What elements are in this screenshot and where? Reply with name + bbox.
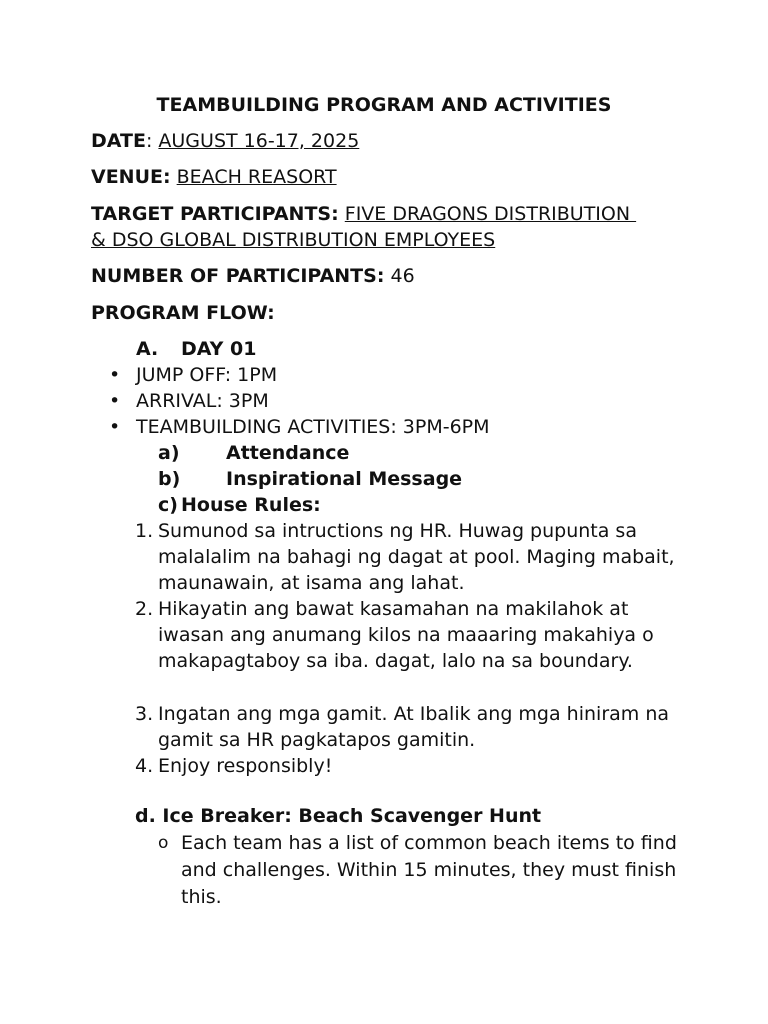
sub-item-house-rules <box>158 492 321 518</box>
date-label: DATE <box>91 130 146 152</box>
bullet-item <box>109 388 669 414</box>
ice-breaker-text: Each team has a list of common beach items to find and challenges. Within 15 minutes, they must finish this. <box>181 832 677 908</box>
bullet-text: TEAMBUILDING ACTIVITIES: 3PM-6PM <box>136 416 490 438</box>
target-participants-value-line1: FIVE DRAGONS DISTRIBUTION <box>344 203 637 225</box>
venue-value: BEACH REASORT <box>176 166 337 188</box>
target-participants-label: TARGET PARTICIPANTS: <box>91 203 339 225</box>
house-rule-number: 2. <box>135 598 154 620</box>
sub-item-text: Inspirational Message <box>226 468 463 490</box>
date-value: AUGUST 16-17, 2025 <box>158 130 360 152</box>
house-rule-item <box>135 753 695 779</box>
bullet-item <box>109 414 669 440</box>
number-of-participants-field <box>91 263 691 289</box>
sub-item-text: House Rules: <box>181 494 321 516</box>
bullet-text: ARRIVAL: 3PM <box>136 390 269 412</box>
venue-label: VENUE: <box>91 166 171 188</box>
house-rule-text: Enjoy responsibly! <box>158 755 333 777</box>
ice-breaker-item <box>158 830 678 911</box>
house-rule-item <box>135 596 695 674</box>
program-flow-heading: PROGRAM FLOW: <box>91 302 275 324</box>
circle-bullet-icon: o <box>158 833 169 853</box>
sub-item-mark: c) <box>158 494 178 516</box>
venue-field <box>91 164 691 190</box>
house-rule-number: 3. <box>135 703 154 725</box>
house-rule-text: Sumunod sa intructions ng HR. Huwag pupunta sa malalalim na bahagi ng dagat at pool. Maging mabait, maunawain, at isama ang lahat. <box>158 520 675 594</box>
bullet-text: JUMP OFF: 1PM <box>136 364 278 386</box>
bullet-item <box>109 362 669 388</box>
bullet-icon: • <box>109 416 121 438</box>
house-rule-number: 1. <box>135 520 154 542</box>
target-participants-field <box>91 201 691 253</box>
day-label: DAY 01 <box>181 338 257 360</box>
ice-breaker-heading: d. Ice Breaker: Beach Scavenger Hunt <box>135 805 542 827</box>
sub-item-mark: a) <box>158 442 180 464</box>
house-rule-item <box>135 518 695 596</box>
target-participants-value-line2: & DSO GLOBAL DISTRIBUTION EMPLOYEES <box>91 229 496 251</box>
day-heading <box>136 336 256 362</box>
house-rule-text: Ingatan ang mga gamit. At Ibalik ang mga hiniram na gamit sa HR pagkatapos gamitin. <box>158 703 670 751</box>
sub-item-text: Attendance <box>226 442 350 464</box>
house-rule-text: Hikayatin ang bawat kasamahan na makilahok at iwasan ang anumang kilos na maaaring makahiya o makapagtaboy sa iba. dagat, lalo na sa boundary. <box>158 598 654 672</box>
house-rule-item <box>135 701 695 753</box>
sub-item-inspirational-message <box>158 466 462 492</box>
house-rule-number: 4. <box>135 755 154 777</box>
date-separator: : <box>145 130 159 152</box>
bullet-icon: • <box>109 364 121 386</box>
bullet-icon: • <box>109 390 121 412</box>
number-of-participants-value: 46 <box>390 265 415 287</box>
day-letter: A. <box>136 338 159 360</box>
date-field <box>91 128 691 154</box>
sub-item-mark: b) <box>158 468 181 490</box>
sub-item-attendance <box>158 440 349 466</box>
number-of-participants-label: NUMBER OF PARTICIPANTS: <box>91 265 385 287</box>
document-title: TEAMBUILDING PROGRAM AND ACTIVITIES <box>156 94 612 116</box>
